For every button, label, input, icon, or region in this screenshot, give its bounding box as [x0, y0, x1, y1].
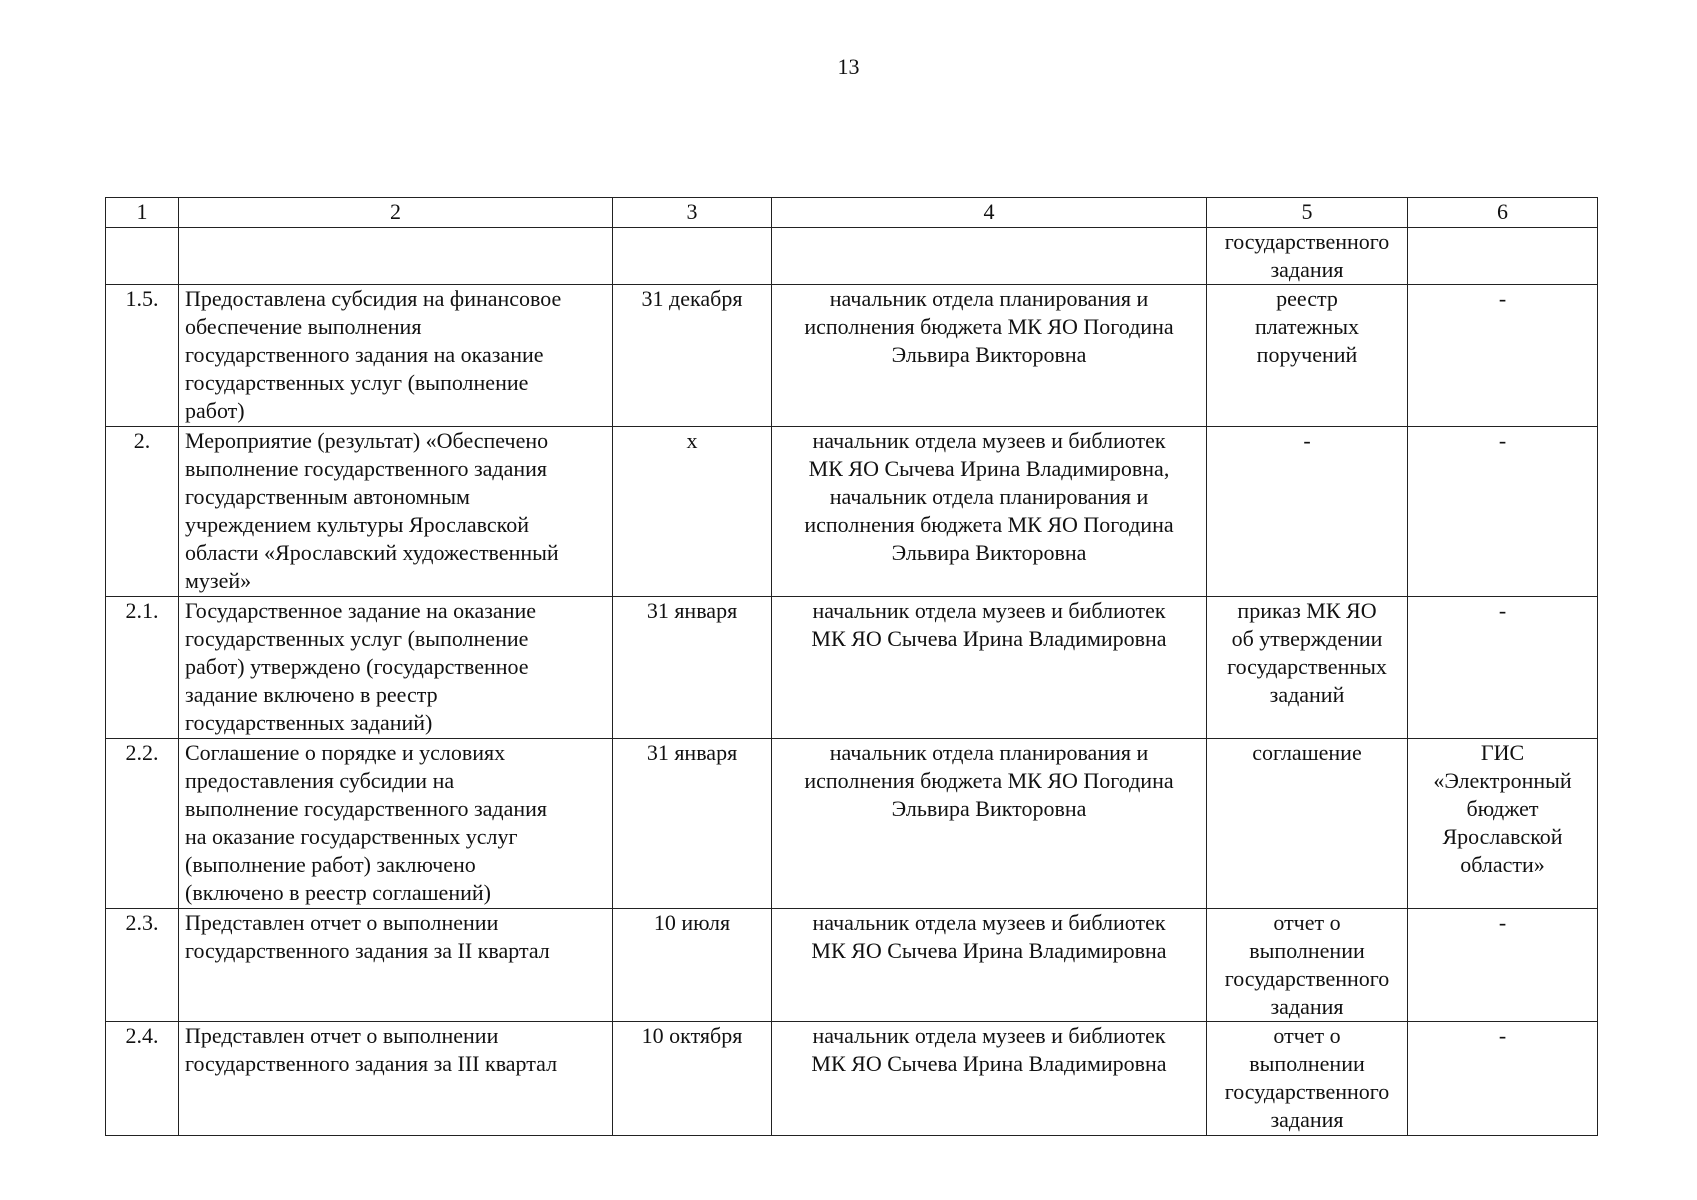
- row-deadline: 31 декабря: [613, 285, 772, 427]
- row-responsible: начальник отдела планирования и исполнения бюджета МК ЯО Погодина Эльвира Викторовна: [772, 285, 1207, 427]
- header-col-4: 4: [772, 198, 1207, 228]
- table-row: [106, 909, 1598, 1022]
- row-info-system: -: [1408, 1022, 1598, 1136]
- header-col-6: 6: [1408, 198, 1598, 228]
- row-info-system: -: [1408, 597, 1598, 739]
- row-number: 2.1.: [106, 597, 179, 739]
- row-info-system: [1408, 228, 1598, 285]
- row-number: [106, 228, 179, 285]
- row-info-system: ГИС «Электронный бюджет Ярославской области»: [1408, 739, 1598, 909]
- row-document: реестр платежных поручений: [1207, 285, 1408, 427]
- header-col-1: 1: [106, 198, 179, 228]
- table-row: [106, 285, 1598, 427]
- row-event-name: Представлен отчет о выполнении государственного задания за III квартал: [179, 1022, 613, 1136]
- row-responsible: [772, 228, 1207, 285]
- row-info-system: -: [1408, 909, 1598, 1022]
- row-deadline: [613, 228, 772, 285]
- row-document: -: [1207, 427, 1408, 597]
- row-number: 1.5.: [106, 285, 179, 427]
- table-header: [106, 198, 1598, 228]
- row-number: 2.4.: [106, 1022, 179, 1136]
- row-event-name: Соглашение о порядке и условиях предоставления субсидии на выполнение государственного задания на оказание государственных услуг (выполнение работ) заключено (включено в реестр соглашений): [179, 739, 613, 909]
- row-deadline: 31 января: [613, 597, 772, 739]
- row-document: отчет о выполнении государственного задания: [1207, 909, 1408, 1022]
- page-number: 13: [837, 54, 860, 79]
- row-document: государственного задания: [1207, 228, 1408, 285]
- row-deadline: 10 июля: [613, 909, 772, 1022]
- row-document: приказ МК ЯО об утверждении государственных заданий: [1207, 597, 1408, 739]
- row-responsible: начальник отдела музеев и библиотек МК ЯО Сычева Ирина Владимировна, начальник отдела планирования и исполнения бюджета МК ЯО Погодина Эльвира Викторовна: [772, 427, 1207, 597]
- table-row: [106, 427, 1598, 597]
- row-event-name: Предоставлена субсидия на финансовое обеспечение выполнения государственного задания на оказание государственных услуг (выполнение работ): [179, 285, 613, 427]
- table-body: [106, 228, 1598, 1136]
- row-deadline: x: [613, 427, 772, 597]
- row-event-name: Представлен отчет о выполнении государственного задания за II квартал: [179, 909, 613, 1022]
- row-number: 2.: [106, 427, 179, 597]
- table-row: [106, 597, 1598, 739]
- row-deadline: 31 января: [613, 739, 772, 909]
- row-document: отчет о выполнении государственного задания: [1207, 1022, 1408, 1136]
- row-responsible: начальник отдела музеев и библиотек МК ЯО Сычева Ирина Владимировна: [772, 597, 1207, 739]
- row-responsible: начальник отдела планирования и исполнения бюджета МК ЯО Погодина Эльвира Викторовна: [772, 739, 1207, 909]
- header-row: [106, 198, 1598, 228]
- table-row: [106, 739, 1598, 909]
- row-event-name: Мероприятие (результат) «Обеспечено выполнение государственного задания государственным автономным учреждением культуры Ярославской области «Ярославский художественный музей»: [179, 427, 613, 597]
- table-row: [106, 228, 1598, 285]
- row-document: соглашение: [1207, 739, 1408, 909]
- header-col-2: 2: [179, 198, 613, 228]
- row-event-name: [179, 228, 613, 285]
- row-deadline: 10 октября: [613, 1022, 772, 1136]
- row-info-system: -: [1408, 285, 1598, 427]
- row-info-system: -: [1408, 427, 1598, 597]
- header-col-3: 3: [613, 198, 772, 228]
- implementation-plan-table: [105, 197, 1598, 1136]
- row-responsible: начальник отдела музеев и библиотек МК ЯО Сычева Ирина Владимировна: [772, 1022, 1207, 1136]
- table-row: [106, 1022, 1598, 1136]
- row-responsible: начальник отдела музеев и библиотек МК ЯО Сычева Ирина Владимировна: [772, 909, 1207, 1022]
- row-number: 2.3.: [106, 909, 179, 1022]
- row-number: 2.2.: [106, 739, 179, 909]
- header-col-5: 5: [1207, 198, 1408, 228]
- row-event-name: Государственное задание на оказание государственных услуг (выполнение работ) утверждено (государственное задание включено в реестр государственных заданий): [179, 597, 613, 739]
